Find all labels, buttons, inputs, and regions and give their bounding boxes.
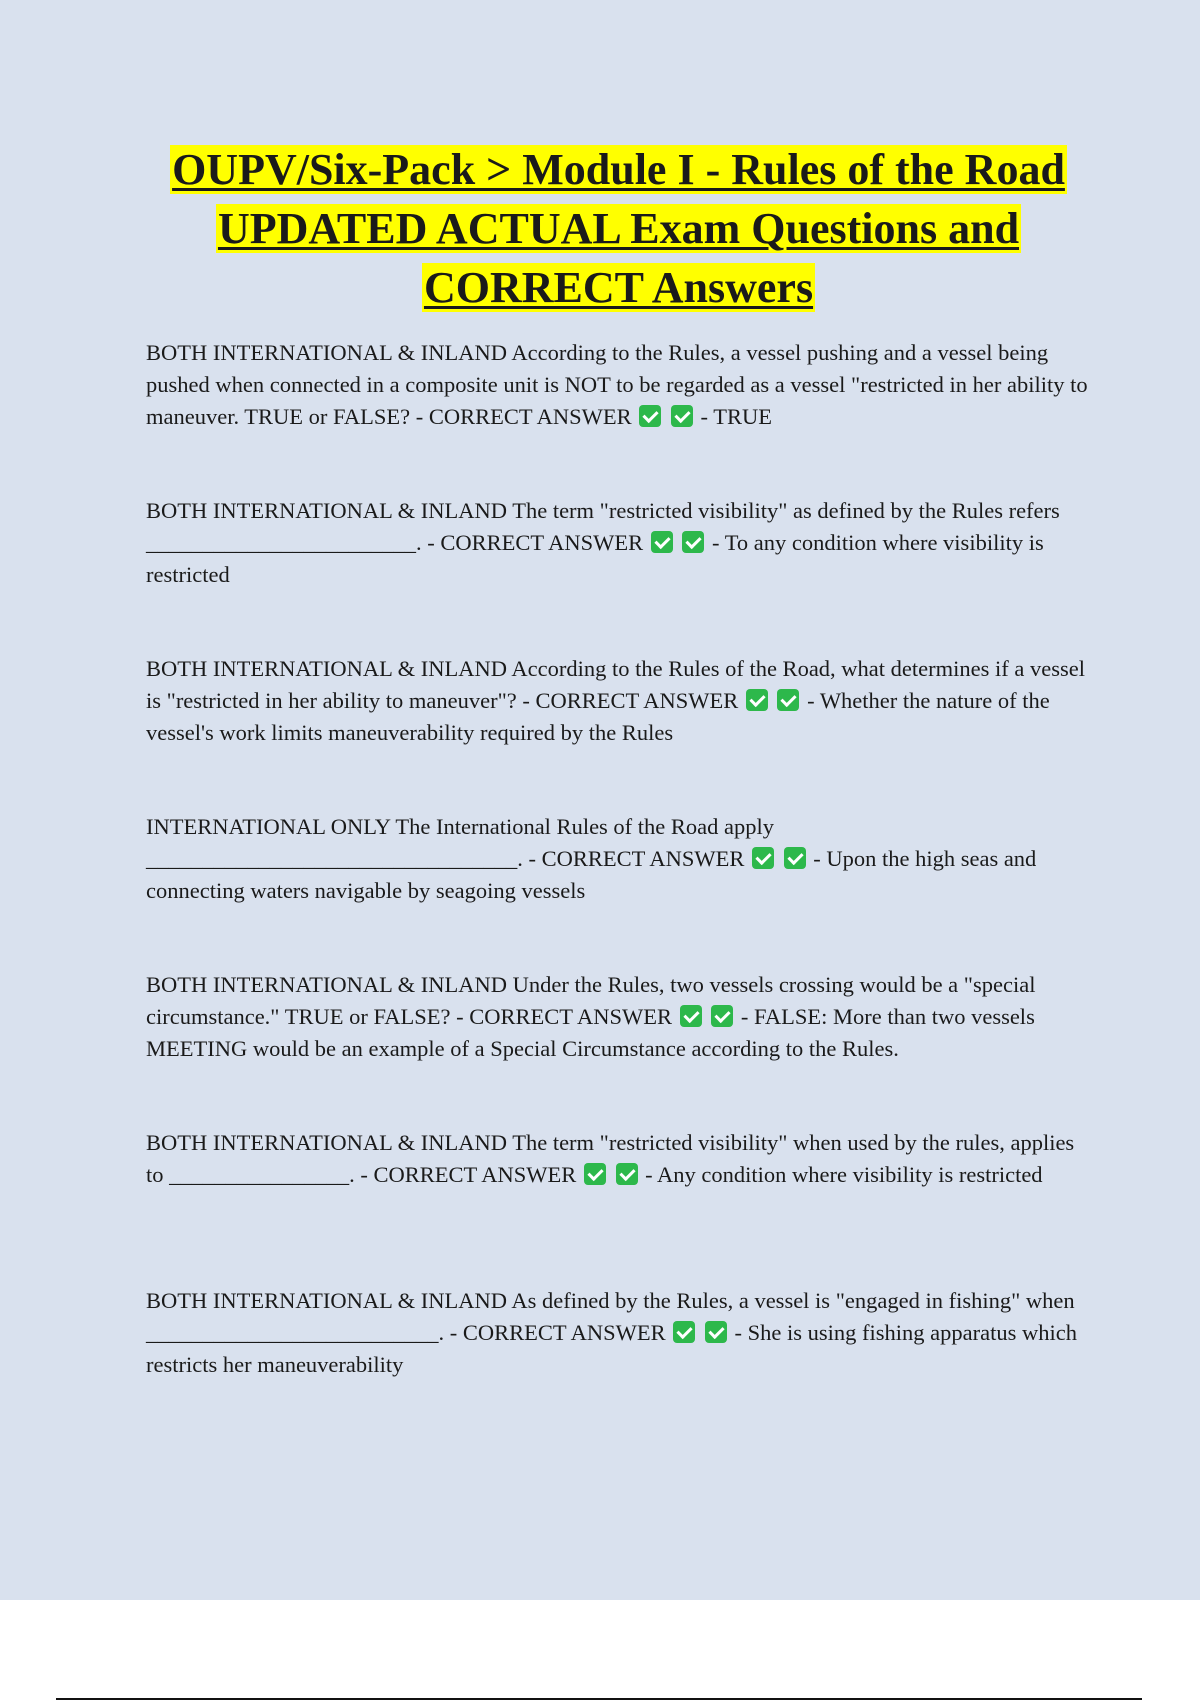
answer-text: - She is using fishing apparatus which restricts her maneuverability <box>146 1320 1077 1377</box>
answer-text: - Whether the nature of the vessel's work limits maneuverability required by the Rules <box>146 688 1050 745</box>
answer-marker: - CORRECT ANSWER <box>449 1320 666 1345</box>
answer-text: - Upon the high seas and connecting waters navigable by seagoing vessels <box>146 846 1037 903</box>
check-box-icon <box>651 531 673 553</box>
document-content <box>146 140 1091 1443</box>
check-box-icon <box>673 1321 695 1343</box>
answer-text: - TRUE <box>700 404 772 429</box>
check-box-icon <box>711 1005 733 1027</box>
question-text: BOTH INTERNATIONAL & INLAND The term "restricted visibility" when used by the rules, applies to ________________. <box>146 1130 1075 1187</box>
question-text: BOTH INTERNATIONAL & INLAND Under the Rules, two vessels crossing would be a "special circumstance." TRUE or FALSE? <box>146 972 1036 1029</box>
qa-item-7 <box>146 1285 1091 1443</box>
answer-marker: - CORRECT ANSWER <box>427 530 644 555</box>
check-box-icon <box>752 847 774 869</box>
qa-item-2 <box>146 495 1091 653</box>
check-box-icon <box>584 1163 606 1185</box>
question-text: BOTH INTERNATIONAL & INLAND According to the Rules, a vessel pushing and a vessel being pushed when connected in a composite unit is NOT to be regarded as a vessel "restricted in her ability to maneuver. TRUE or FALSE? <box>146 340 1088 429</box>
check-box-icon <box>777 689 799 711</box>
answer-text: - FALSE: More than two vessels MEETING would be an example of a Special Circumstance according to the Rules. <box>146 1004 1035 1061</box>
answer-marker: - CORRECT ANSWER <box>522 688 739 713</box>
answer-text: - To any condition where visibility is restricted <box>146 530 1044 587</box>
answer-marker: - CORRECT ANSWER <box>360 1162 577 1187</box>
qa-item-1 <box>146 337 1091 495</box>
check-box-icon <box>705 1321 727 1343</box>
document-title-text: OUPV/Six-Pack > Module I - Rules of the Road UPDATED ACTUAL Exam Questions and CORRECT Answers <box>172 145 1065 312</box>
document-title <box>146 140 1091 317</box>
check-box-icon <box>680 1005 702 1027</box>
check-box-icon <box>616 1163 638 1185</box>
check-box-icon <box>784 847 806 869</box>
question-text: BOTH INTERNATIONAL & INLAND The term "restricted visibility" as defined by the Rules refers ________________________. <box>146 498 1060 555</box>
qa-item-3 <box>146 653 1091 811</box>
qa-item-5 <box>146 969 1091 1127</box>
answer-marker: - CORRECT ANSWER <box>528 846 745 871</box>
check-box-icon <box>746 689 768 711</box>
answer-marker: - CORRECT ANSWER <box>456 1004 673 1029</box>
answer-text: - Any condition where visibility is restricted <box>645 1162 1043 1187</box>
qa-item-4 <box>146 811 1091 969</box>
check-box-icon <box>671 405 693 427</box>
question-text: BOTH INTERNATIONAL & INLAND According to the Rules of the Road, what determines if a vessel is "restricted in her ability to maneuver"? <box>146 656 1085 713</box>
question-text: INTERNATIONAL ONLY The International Rules of the Road apply _________________________________. <box>146 814 775 871</box>
qa-item-6 <box>146 1127 1091 1285</box>
answer-marker: - CORRECT ANSWER <box>415 404 632 429</box>
question-text: BOTH INTERNATIONAL & INLAND As defined by the Rules, a vessel is "engaged in fishing" when __________________________. <box>146 1288 1075 1345</box>
check-box-icon <box>682 531 704 553</box>
check-box-icon <box>639 405 661 427</box>
